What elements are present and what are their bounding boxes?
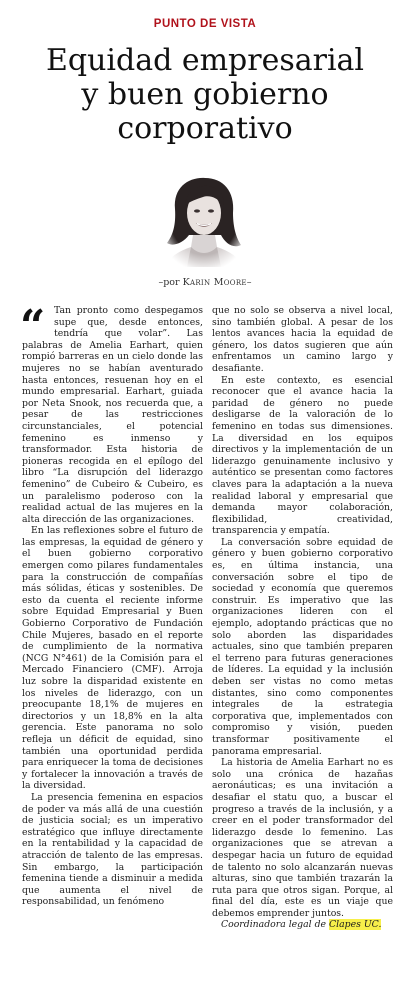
paragraph: Tan pronto como despegamos supe que, desde entonces, tendría que volar”. Las palabras de Amelia Earhart, quien rompió barreras en un cielo donde las mujeres no se habían aventurado hasta entonces, resuenan hoy en el mundo empresarial. Earhart, guiada por Neta Snook, nos recuerda que, a pesar de las restricciones circunstanciales, el potencial femenino es inmenso y transformador. Esta historia de pioneras recogida en el epílogo del libro “La disrupción del liderazgo femenino” de Cubeiro & Cubeiro, es un paralelismo poderoso con la realidad actual de las mujeres en la alta dirección de las organizaciones. [22,305,203,525]
section-label: PUNTO DE VISTA [153,18,257,30]
article-column-right [212,305,393,931]
byline-prefix: –por [158,277,180,288]
paragraph: En las reflexiones sobre el futuro de las empresas, la equidad de género y el buen gobierno corporativo emergen como pilares fundamentales para la construcción de compañías más sólidas, éticas y sostenibles. De esto da cuenta el reciente informe sobre Equidad Empresarial y Buen Gobierno Corporativo de Fundación Chile Mujeres, basado en el reporte de cumplimiento de la normativa (NCG N°461) de la Comisión para el Mercado Financiero (CMF). Arroja luz sobre la disparidad existente en los niveles de liderazgo, con un preocupante 18,1% de mujeres en directorios y un 18,8% en la alta gerencia. Este panorama no solo refleja un déficit de equidad, sino también una oportunidad perdida para enriquecer la toma de decisiones y fortalecer la innovación a través de la diversidad. [22,525,203,792]
author-portrait [163,173,245,267]
headline-line-2: y buen gobierno [81,77,329,112]
paragraph: La historia de Amelia Earhart no es solo una crónica de hazañas aeronáuticas; es una invitación a desafiar el statu quo, a buscar el progreso a través de la inclusión, y a creer en el poder transformador del liderazgo desde lo femenino. Las organizaciones que se atrevan a despegar hacia un futuro de equidad de talento no solo alcanzarán nuevas alturas, sino que también trazarán la ruta para que otros sigan. Porque, al final del día, este es un viaje que debemos emprender juntos. [212,757,393,919]
headline [16,44,394,146]
signature-organization: Clapes UC. [329,919,382,931]
signature-role: Coordinadora legal de [221,919,327,931]
quote-mark-icon: “ [20,301,46,352]
headline-line-1: Equidad empresarial [45,43,365,78]
byline [0,277,410,288]
paragraph: En este contexto, es esencial reconocer que el avance hacia la paridad de género no puede desligarse de la valoración de lo femenino en todas sus dimensiones. La diversidad en los equipos directivos y la implementación de un liderazgo genuinamente inclusivo y auténtico se presentan como factores claves para la adaptación a la nueva realidad laboral y empresarial que demanda mayor colaboración, flexibilidad, creatividad, transparencia y empatía. [212,374,393,537]
article-column-left [20,301,203,908]
paragraph: La conversación sobre equidad de género y buen gobierno corporativo es, en última instancia, una conversación sobre el tipo de sociedad y economía que queremos construir. Es imperativo que las organizaciones lideren con el ejemplo, adoptando prácticas que no solo aborden las disparidades actuales, sino que también preparen el terreno para futuras generaciones de líderes. La equidad y la inclusión deben ser vistas no como metas distantes, sino como componentes integrales de la estrategia corporativa que, implementados con compromiso y visión, pueden transformar positivamente el panorama empresarial. [212,536,393,757]
author-signature [212,919,393,931]
paragraph: La presencia femenina en espacios de poder va más allá de una cuestión de justicia social; es un imperativo estratégico que influye directamente en la rentabilidad y la capacidad de atracción de talento de las empresas. Sin embargo, la participación femenina tiende a disminuir a medida que aumenta el nivel de responsabilidad, un fenómeno [22,791,203,908]
byline-suffix: – [246,277,252,288]
byline-author: Karin Moore [182,277,247,288]
headline-line-3: corporativo [117,111,293,146]
paragraph: que no solo se observa a nivel local, sino también global. A pesar de los lentos avances hacia la equidad de género, los datos sugieren que aún enfrentamos un camino largo y desafiante. [212,305,393,374]
